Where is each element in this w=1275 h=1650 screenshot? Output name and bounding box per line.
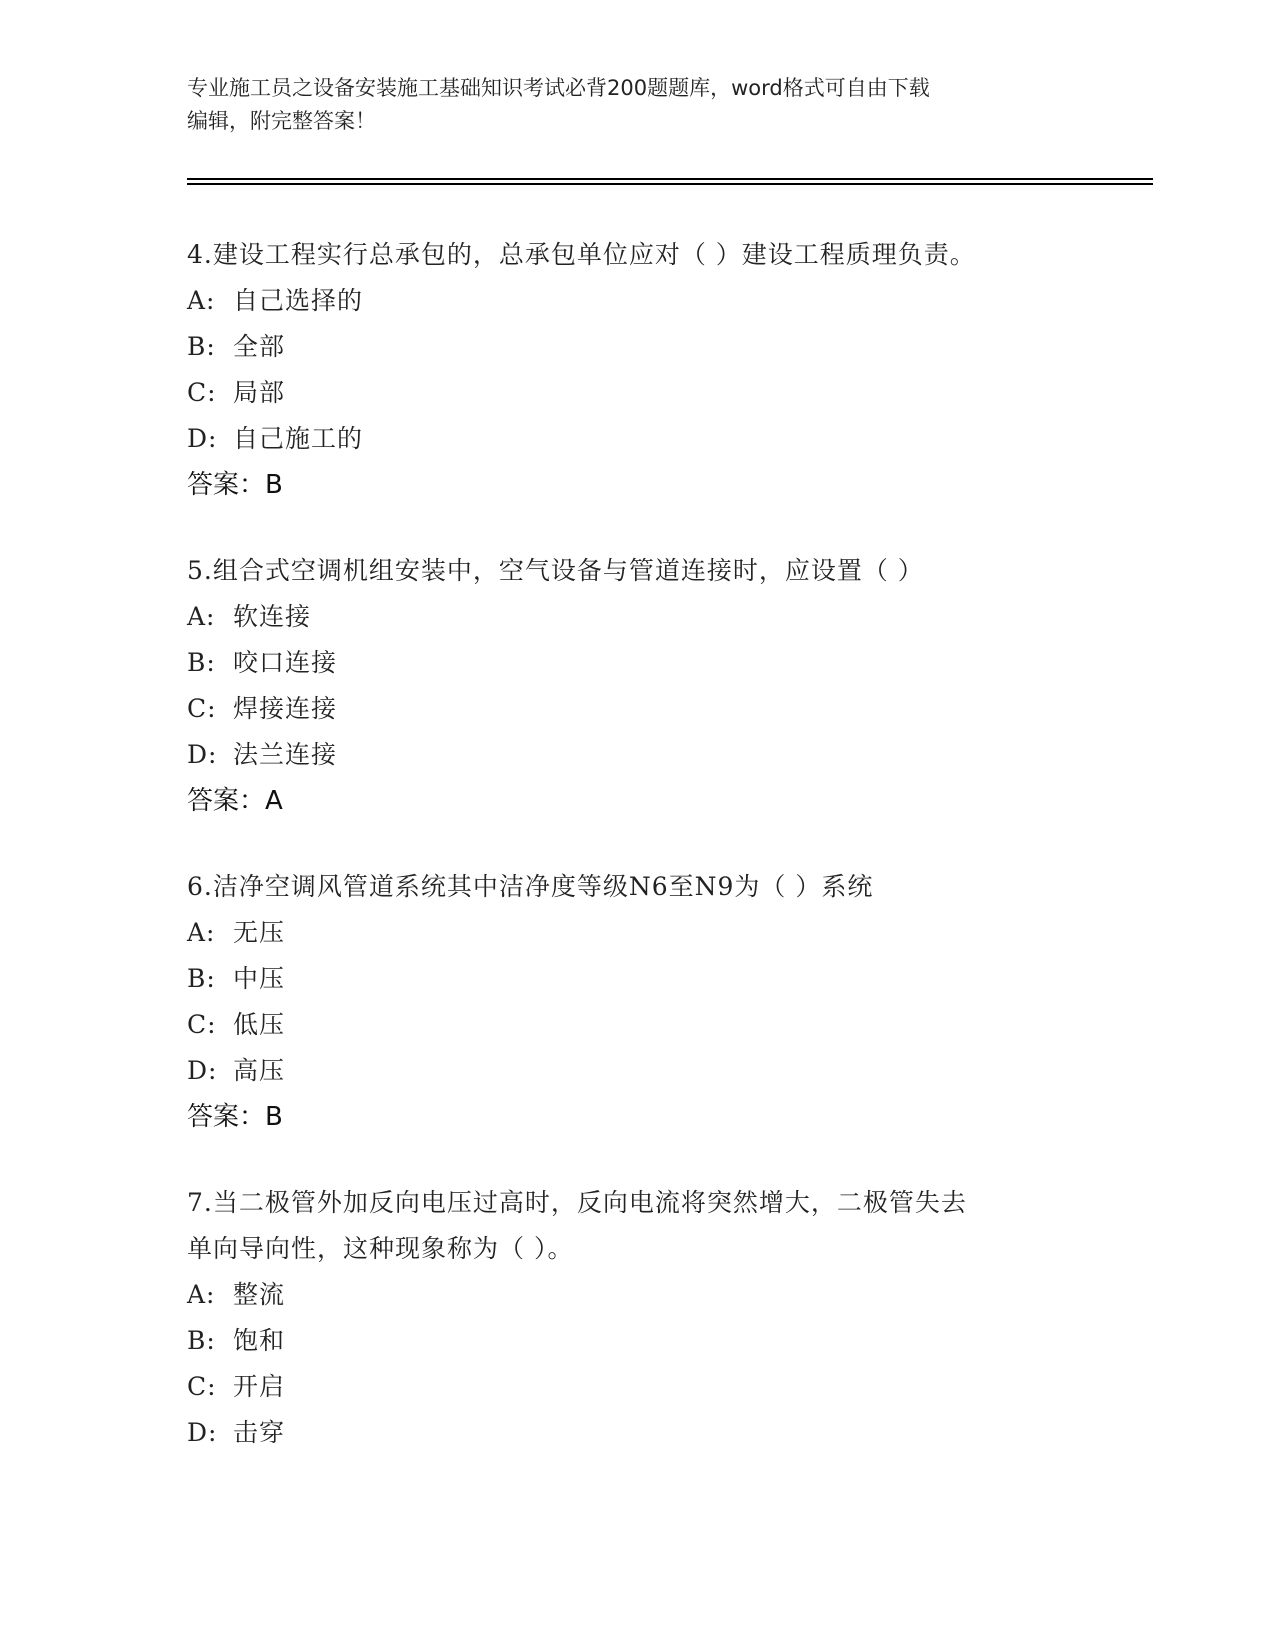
header-line-1: 专业施工员之设备安装施工基础知识考试必背200题题库，word格式可自由下载 — [187, 76, 930, 100]
question-stem: 5.组合式空调机组安装中，空气设备与管道连接时，应设置（ ） — [187, 556, 924, 585]
header-line-2: 编辑，附完整答案！ — [187, 109, 376, 133]
option-d: D: 自己施工的 — [187, 424, 364, 453]
question-stem: 4.建设工程实行总承包的，总承包单位应对（ ）建设工程质理负责。 — [187, 240, 976, 269]
question-stem: 6.洁净空调风管道系统其中洁净度等级N6至N9为（ ）系统 — [187, 872, 874, 901]
header-divider-top — [187, 178, 1153, 180]
option-d: D: 高压 — [187, 1056, 286, 1085]
option-b: B: 中压 — [187, 964, 286, 993]
option-c: C: 焊接连接 — [187, 694, 338, 723]
option-a: A: 自己选择的 — [187, 286, 364, 315]
option-c: C: 低压 — [187, 1010, 286, 1039]
answer: 答案：B — [187, 1102, 283, 1132]
question-6 — [187, 864, 1117, 1140]
header-divider-bottom — [187, 183, 1153, 185]
option-b: B: 全部 — [187, 332, 286, 361]
option-b: B: 咬口连接 — [187, 648, 338, 677]
question-4 — [187, 232, 1117, 508]
question-stem-line-1: 7.当二极管外加反向电压过高时，反向电流将突然增大，二极管失去 — [187, 1188, 967, 1217]
question-7 — [187, 1180, 1117, 1456]
option-a: A: 软连接 — [187, 602, 312, 631]
option-b: B: 饱和 — [187, 1326, 286, 1355]
answer: 答案：A — [187, 786, 283, 816]
question-5 — [187, 548, 1117, 824]
option-c: C: 开启 — [187, 1372, 286, 1401]
answer: 答案：B — [187, 470, 283, 500]
option-c: C: 局部 — [187, 378, 286, 407]
option-a: A: 整流 — [187, 1280, 286, 1309]
question-stem-line-2: 单向导向性，这种现象称为（ ）。 — [187, 1234, 574, 1263]
option-d: D: 击穿 — [187, 1418, 286, 1447]
option-d: D: 法兰连接 — [187, 740, 338, 769]
document-header — [187, 72, 1077, 138]
option-a: A: 无压 — [187, 918, 286, 947]
